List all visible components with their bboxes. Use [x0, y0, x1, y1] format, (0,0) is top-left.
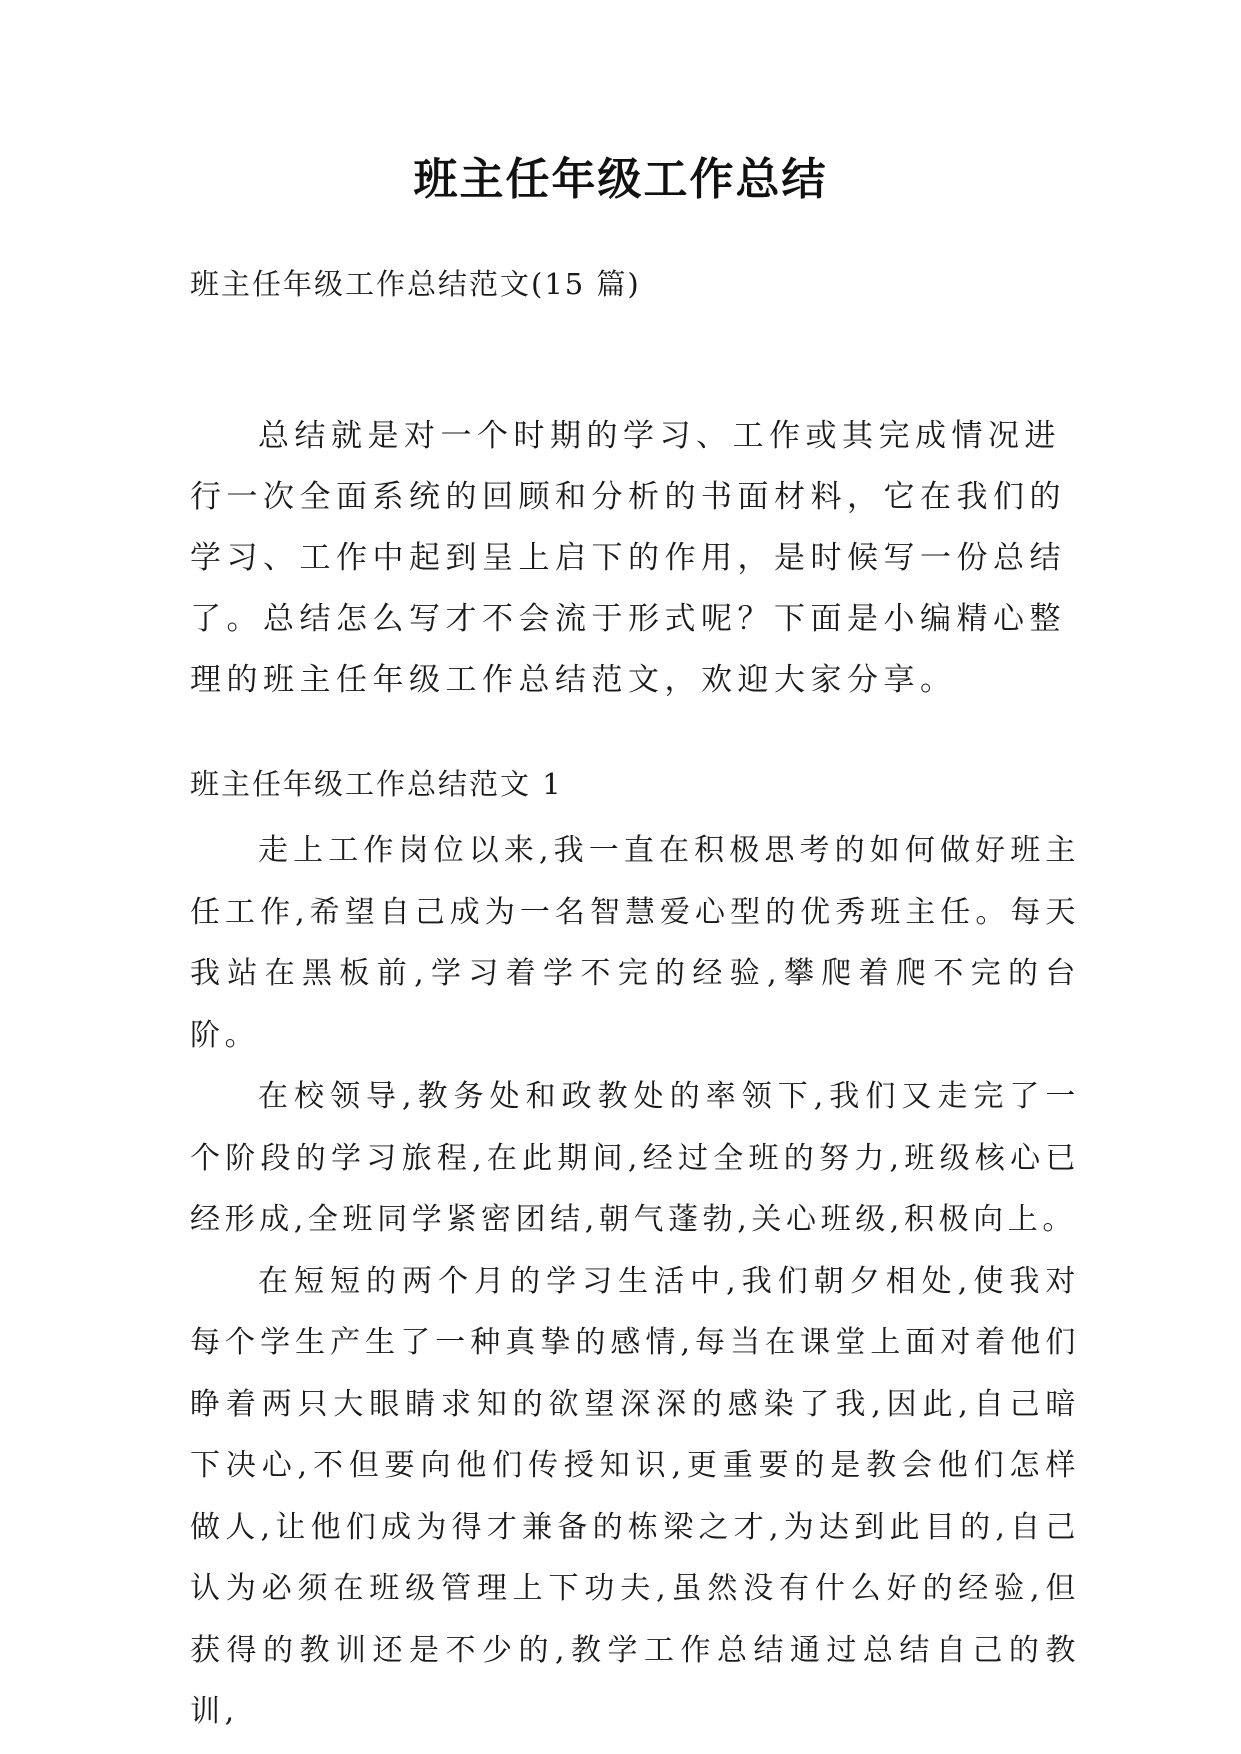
document-subtitle: 班主任年级工作总结范文(15 篇)	[190, 267, 641, 301]
section-heading: 班主任年级工作总结范文 1	[190, 767, 563, 801]
body-paragraph: 在短短的两个月的学习生活中,我们朝夕相处,使我对每个学生产生了一种真挚的感情,每当在课堂上面对着他们睁着两只大眼睛求知的欲望深深的感染了我,因此,自己暗下决心,不但要向他们传授知识,更重要的是教会他们怎样做人,让他们成为得才兼备的栋梁之才,为达到此目的,自己认为必须在班级管理上下功夫,虽然没有什么好的经验,但获得的教训还是不少的,教学工作总结通过总结自己的教训,	[190, 1263, 1080, 1729]
body-paragraph: 走上工作岗位以来,我一直在积极思考的如何做好班主任工作,希望自己成为一名智慧爱心型的优秀班主任。每天我站在黑板前,学习着学不完的经验,攀爬着爬不完的台阶。	[190, 833, 1080, 1053]
section-body	[190, 820, 1080, 1743]
document-title: 班主任年级工作总结	[413, 154, 828, 205]
body-paragraph: 在校领导,教务处和政教处的率领下,我们又走完了一个阶段的学习旅程,在此期间,经过全班的努力,班级核心已经形成,全班同学紧密团结,朝气蓬勃,关心班级,积极向上。	[190, 1079, 1080, 1237]
intro-paragraph: 总结就是对一个时期的学习、工作或其完成情况进行一次全面系统的回顾和分析的书面材料，它在我们的学习、工作中起到呈上启下的作用，是时候写一份总结了。总结怎么写才不会流于形式呢？下面是小编精心整理的班主任年级工作总结范文，欢迎大家分享。	[190, 418, 1066, 698]
